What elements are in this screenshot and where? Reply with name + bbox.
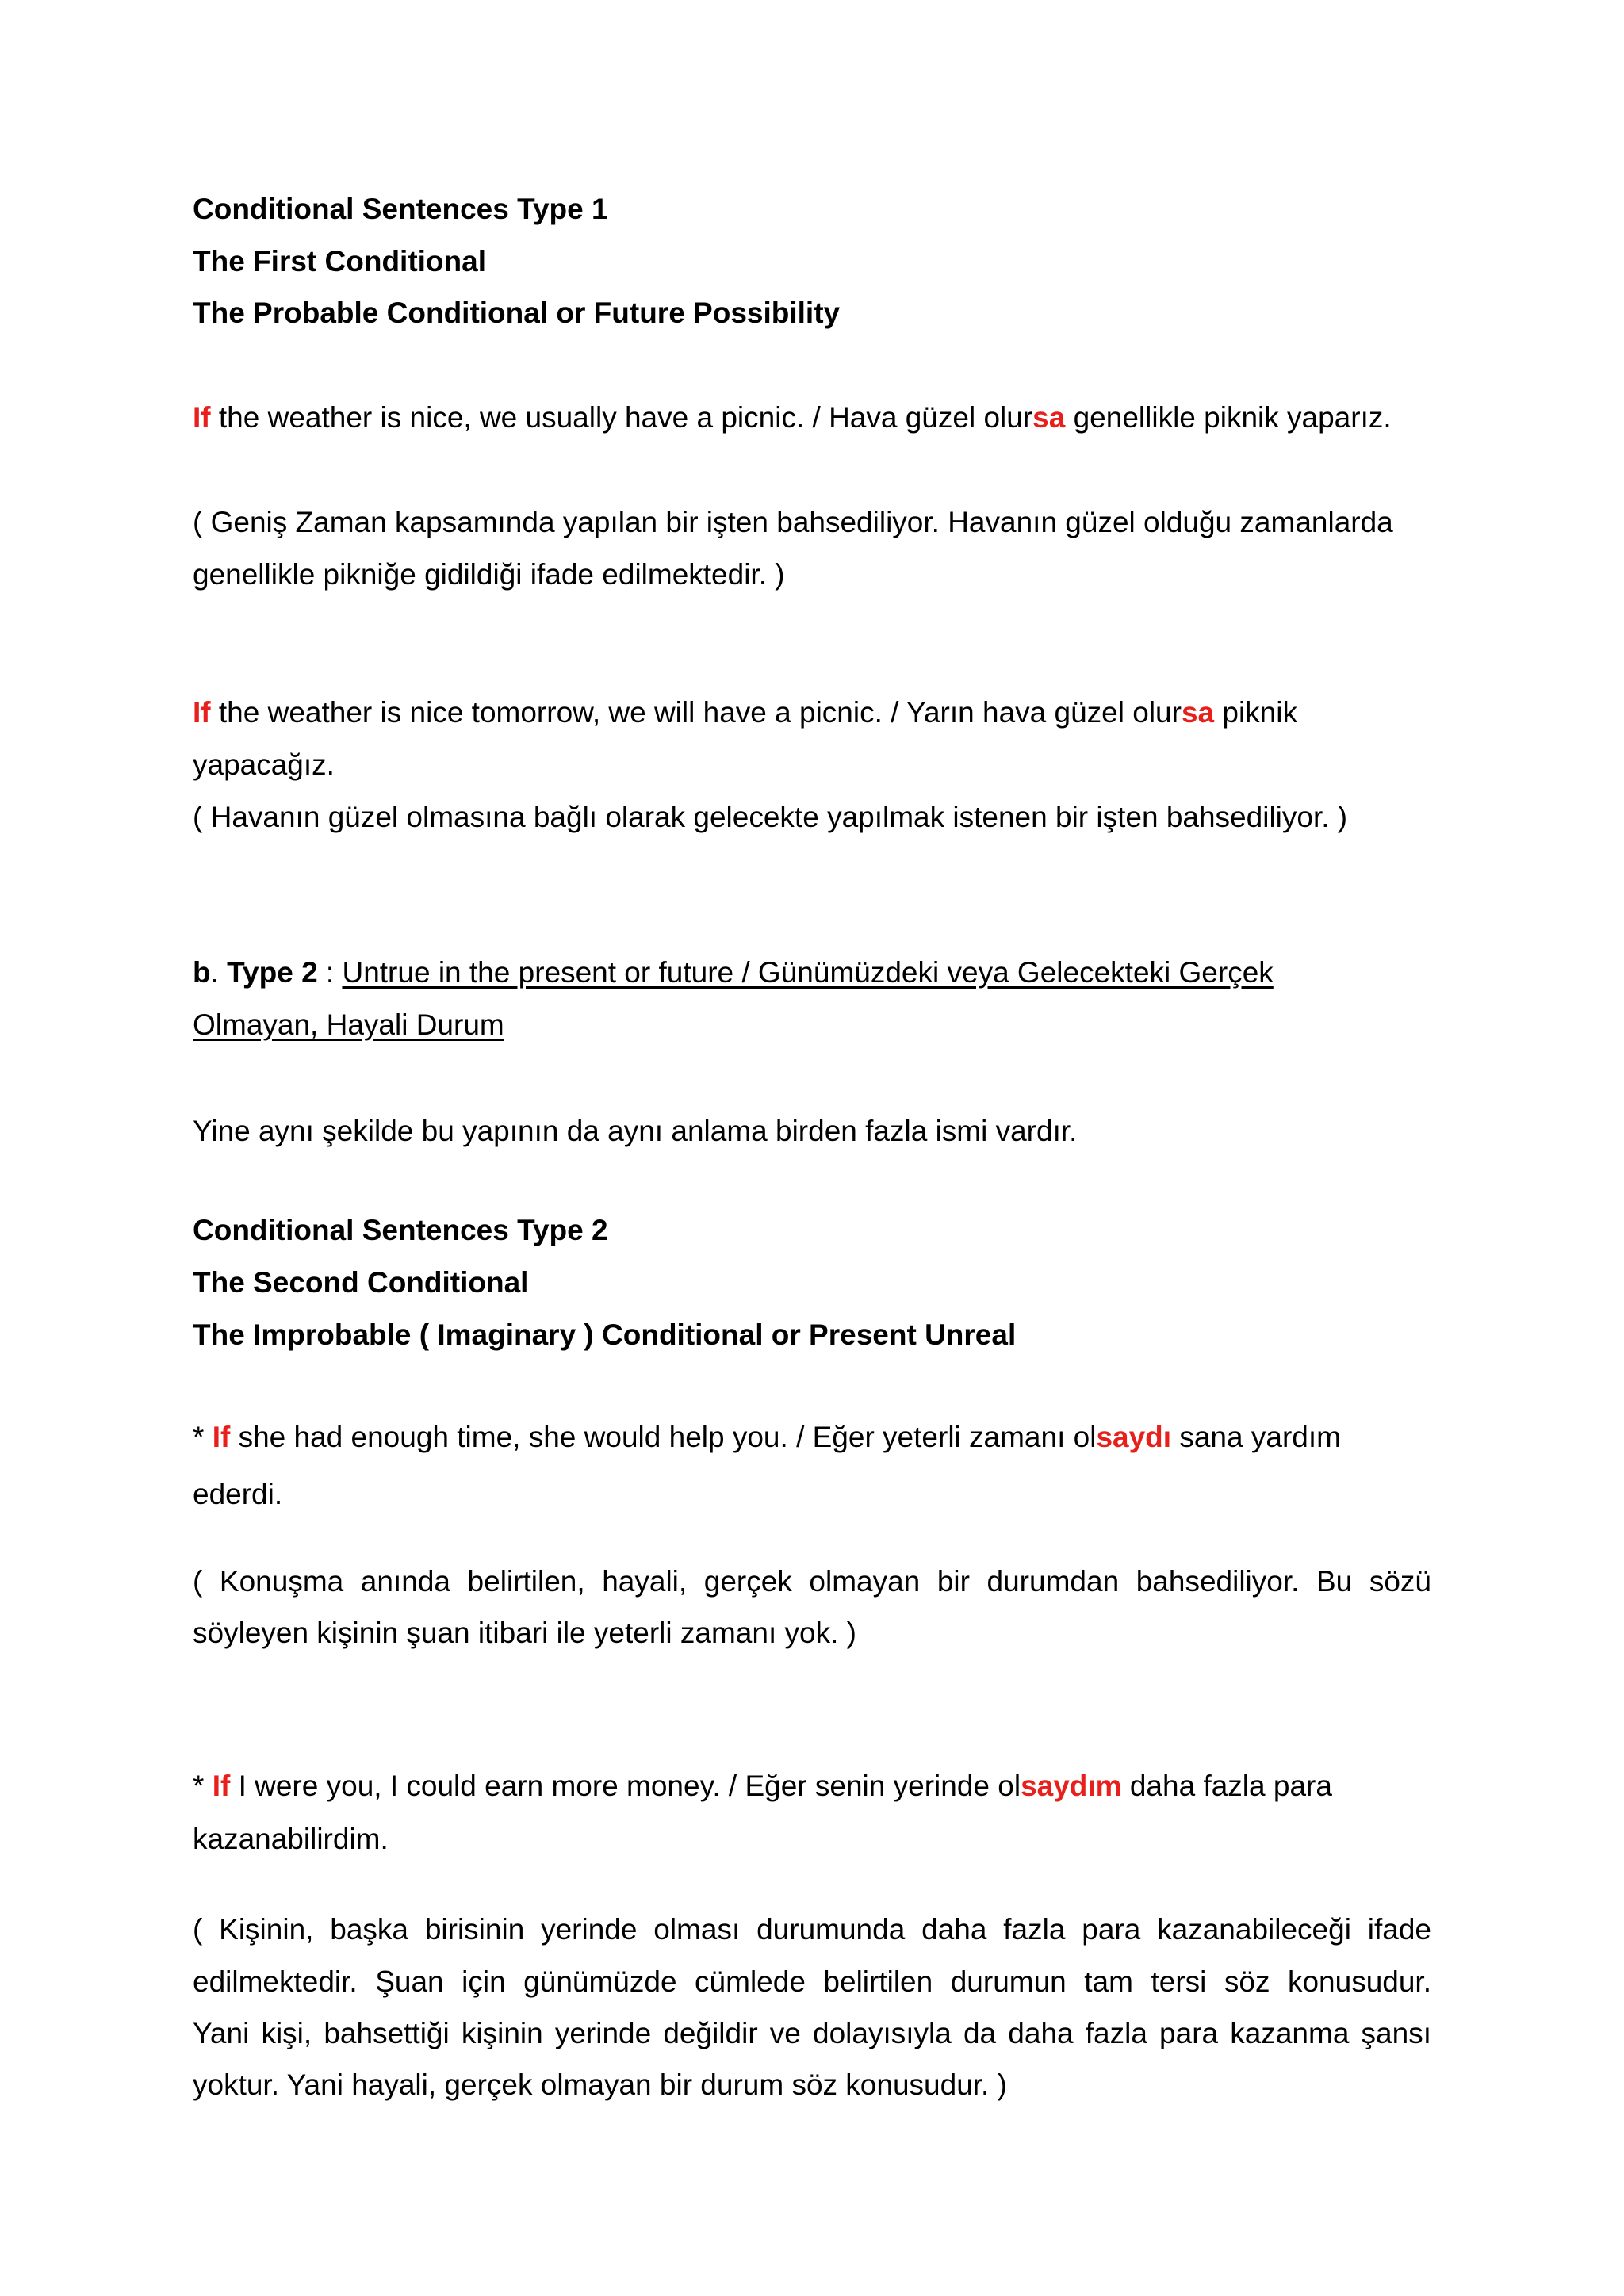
example-text: sana yardım xyxy=(1171,1421,1341,1453)
type2-description: The Improbable ( Imaginary ) Conditional or Present Unreal xyxy=(193,1318,1017,1351)
example-text: the weather is nice tomorrow, we will have a picnic. / Yarın hava güzel olur xyxy=(210,696,1182,729)
note-4-line-2: edilmektedir. Şuan için günümüzde cümlede belirtilen durumun tam tersi söz konusudur. xyxy=(193,1965,1431,1998)
example-text: genellikle piknik yaparız. xyxy=(1065,401,1392,434)
suffix-highlight: sa xyxy=(1032,401,1066,434)
colon: : xyxy=(317,956,343,989)
type-label: Type 2 xyxy=(227,956,318,989)
bullet-star: * xyxy=(193,1421,213,1453)
example-text: she had enough time, she would help you. / Eğer yeterli zamanı ol xyxy=(230,1421,1097,1453)
bullet-star: * xyxy=(193,1770,213,1802)
same-structure-note: Yine aynı şekilde bu yapının da aynı anlama birden fazla ismi vardır. xyxy=(193,1115,1078,1147)
type1-heading: Conditional Sentences Type 1 xyxy=(193,193,608,225)
if-keyword: If xyxy=(212,1421,231,1453)
type1-subheading: The First Conditional xyxy=(193,245,486,277)
type-b-definition: Untrue in the present or future / Günümüzdeki veya Gelecekteki Gerçek xyxy=(342,956,1274,989)
note-1-line-2: genellikle pikniğe gidildiği ifade edilmektedir. ) xyxy=(193,558,785,591)
example-text: daha fazla para xyxy=(1121,1770,1332,1802)
type-b-definition-line-2: Olmayan, Hayali Durum xyxy=(193,1008,504,1041)
type2-heading: Conditional Sentences Type 2 xyxy=(193,1214,608,1246)
note-4-line-3: Yani kişi, bahsettiği kişinin yerinde değildir ve dolayısıyla da daha fazla para kazanma şansı xyxy=(193,2017,1431,2049)
type1-description: The Probable Conditional or Future Possibility xyxy=(193,297,841,329)
suffix-highlight: sa xyxy=(1181,696,1215,729)
suffix-highlight: saydım xyxy=(1021,1770,1122,1802)
example-text: piknik xyxy=(1214,696,1297,729)
example-2-line-2: yapacağız. xyxy=(193,748,335,781)
example-text: the weather is nice, we usually have a picnic. / Hava güzel olur xyxy=(210,401,1033,434)
type-b-heading xyxy=(193,958,1274,987)
if-keyword: If xyxy=(212,1770,231,1802)
type2-subheading: The Second Conditional xyxy=(193,1266,529,1299)
note-2: ( Havanın güzel olmasına bağlı olarak gelecekte yapılmak istenen bir işten bahsediliyor. ) xyxy=(193,801,1348,833)
note-4-line-4: yoktur. Yani hayali, gerçek olmayan bir durum söz konusudur. ) xyxy=(193,2068,1007,2101)
example-3 xyxy=(193,1422,1341,1452)
note-4-line-1: ( Kişinin, başka birisinin yerinde olması durumunda daha fazla para kazanabileceği ifade xyxy=(193,1913,1431,1946)
note-3-line-1: ( Konuşma anında belirtilen, hayali, gerçek olmayan bir durumdan bahsediliyor. Bu sözü xyxy=(193,1565,1431,1598)
example-1 xyxy=(193,403,1392,432)
note-1-line-1: ( Geniş Zaman kapsamında yapılan bir işten bahsediliyor. Havanın güzel olduğu zamanlarda xyxy=(193,506,1393,538)
example-2 xyxy=(193,698,1297,727)
if-keyword: If xyxy=(193,401,211,434)
example-3-line-2: ederdi. xyxy=(193,1478,283,1510)
suffix-highlight: saydı xyxy=(1096,1421,1172,1453)
list-letter: b xyxy=(193,956,211,989)
example-4-line-2: kazanabilirdim. xyxy=(193,1823,389,1855)
example-text: I were you, I could earn more money. / Eğer senin yerinde ol xyxy=(230,1770,1021,1802)
if-keyword: If xyxy=(193,696,211,729)
example-4 xyxy=(193,1771,1332,1800)
note-3-line-2: söyleyen kişinin şuan itibari ile yeterli zamanı yok. ) xyxy=(193,1617,856,1649)
list-dot: . xyxy=(210,956,228,989)
